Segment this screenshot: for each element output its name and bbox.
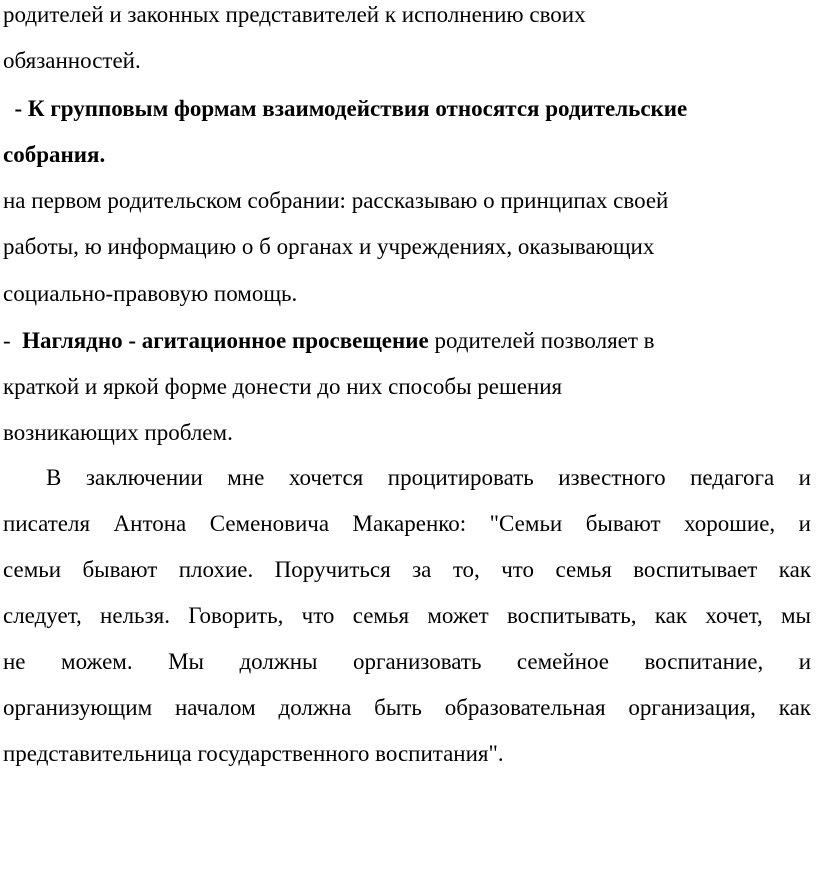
conclusion-line-7: представительница государственного воспитания". (3, 741, 504, 766)
conclusion-line-5: не можем. Мы должны организовать семейное воспитание, и (3, 649, 811, 674)
text-line-1: родителей и законных представителей к исполнению своих (3, 2, 586, 27)
text-line-6: работы, ю информацию о б органах и учреждениях, оказывающих (3, 234, 655, 259)
conclusion-line-6: организующим началом должна быть образовательная организация, как (3, 695, 811, 720)
text-line-5: на первом родительском собрании: рассказываю о принципах своей (3, 188, 669, 213)
text-line-9: краткой и яркой форме донести до них способы решения (3, 374, 563, 399)
text-line-10: возникающих проблем. (3, 420, 233, 445)
bold-term-visual-education: Наглядно - агитационное просвещение (22, 328, 429, 353)
list-dash: - (3, 328, 23, 353)
heading-group-forms-cont: собрания. (3, 142, 106, 167)
text-line-8-rest: родителей позволяет в (428, 328, 655, 353)
text-line-visual-education (3, 327, 655, 355)
conclusion-line-4: следует, нельзя. Говорить, что семья может воспитывать, как хочет, мы (3, 603, 811, 628)
conclusion-line-3: семьи бывают плохие. Поручиться за то, что семья воспитывает как (3, 557, 811, 582)
text-line-2: обязанностей. (3, 48, 141, 73)
conclusion-line-2: писателя Антона Семеновича Макаренко: "Семьи бывают хорошие, и (3, 511, 811, 536)
heading-group-forms: - К групповым формам взаимодействия относятся родительские (3, 96, 688, 121)
text-line-7: социально-правовую помощь. (3, 281, 298, 306)
conclusion-line-1: В заключении мне хочется процитировать известного педагога и (46, 465, 811, 490)
